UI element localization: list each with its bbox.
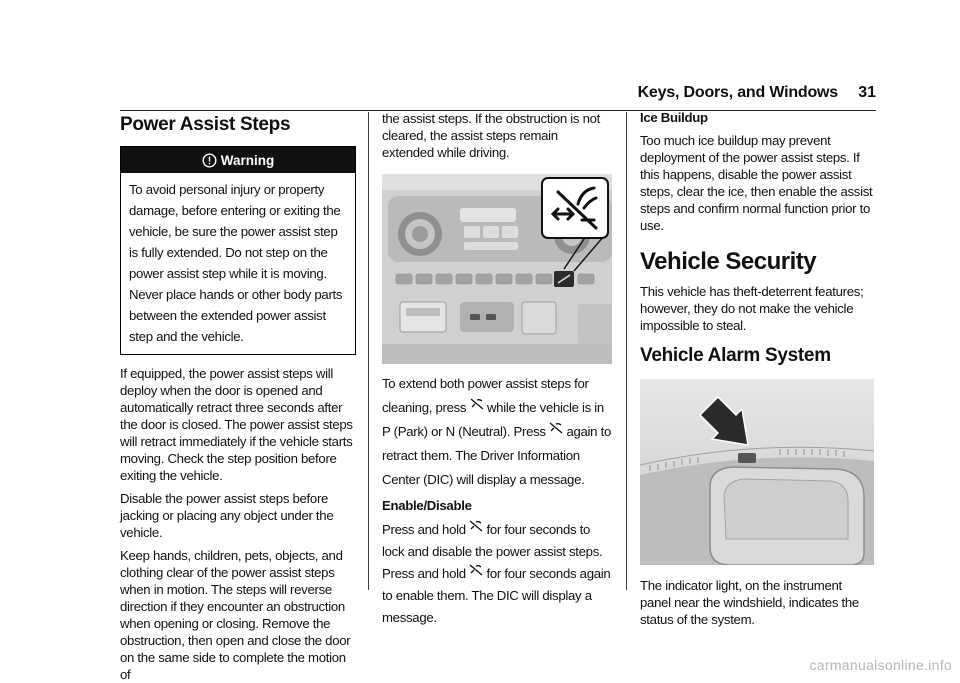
power-assist-steps-heading: Power Assist Steps [120, 114, 291, 135]
vehicle-alarm-heading: Vehicle Alarm System [640, 345, 831, 366]
ice-buildup-heading: Ice Buildup [640, 110, 708, 125]
column-divider-2 [626, 112, 627, 590]
page-header [0, 84, 960, 106]
deploy-paragraph: If equipped, the power assist steps will deploy when the door is opened and automatically retract three seconds after the door is closed. The power assist steps will retract immediately if the vehicle starts moving. Check the step position before exiting the vehicle. [120, 366, 353, 483]
enable-paragraph [382, 519, 612, 629]
alarm-indicator-illustration [640, 379, 874, 565]
alarm-indicator-image [640, 379, 874, 565]
column-divider-1 [368, 112, 369, 590]
section-title: Keys, Doors, and Windows [637, 84, 838, 101]
column-1 [120, 112, 356, 683]
extend-paragraph [382, 372, 612, 492]
column-3 [640, 112, 876, 628]
warning-label: Warning [220, 152, 275, 168]
indicator-light-paragraph: The indicator light, on the instrument panel near the windshield, indicates the status of the system. [640, 578, 859, 627]
watermark: carmanualsonline.info [809, 657, 952, 673]
enable-text-a: Press and hold [382, 522, 466, 537]
page-number: 31 [858, 84, 876, 101]
keep-clear-paragraph: Keep hands, children, pets, objects, and clothing clear of the power assist steps when in motion. The steps will reverse direction if they encounter an obstruction when opening or closing. Remove the obstruction, then open and close the door on the same side to complete the motion of [120, 548, 351, 682]
warning-box [120, 146, 356, 355]
column-2 [382, 112, 612, 629]
dashboard-switch-illustration [382, 174, 612, 364]
warning-triangle-icon [202, 153, 217, 168]
dashboard-switch-image [382, 174, 612, 364]
extend-text-c: again to retract them. The Driver Information Center (DIC) will display a message. [382, 424, 611, 487]
vehicle-security-paragraph: This vehicle has theft-deterrent features; however, they do not make the vehicle impossible to steal. [640, 284, 864, 333]
disable-jacking-paragraph: Disable the power assist steps before jacking or placing any object under the vehicle. [120, 491, 334, 540]
power-assist-step-icon [549, 422, 563, 434]
power-assist-step-icon [470, 398, 484, 410]
warning-text: To avoid personal injury or property damage, before entering or exiting the vehicle, be sure the power assist step is fully extended. Do not step on the power assist step while it is moving. Never place hands or other body parts between the extended power assist step and the vehicle. [129, 182, 343, 344]
vehicle-security-heading: Vehicle Security [640, 248, 817, 275]
warning-header [121, 147, 355, 173]
ice-buildup-paragraph: Too much ice buildup may prevent deployment of the power assist steps. If this happens, disable the power assist steps, clear the ice, then enable the assist steps and confirm normal function prior to use. [640, 133, 873, 233]
power-assist-step-icon [469, 564, 483, 576]
enable-text-b: for four seconds to lock and disable the power assist steps. Press and hold [382, 522, 603, 581]
warning-body [121, 173, 355, 354]
extend-text-a: To extend both power assist steps for cleaning, press [382, 376, 589, 415]
extend-text-b: while the vehicle is in P (Park) or N (Neutral). Press [382, 400, 604, 439]
power-assist-step-icon [469, 520, 483, 532]
enable-disable-heading: Enable/Disable [382, 498, 472, 513]
obstruction-paragraph: the assist steps. If the obstruction is not cleared, the assist steps remain extended while driving. [382, 111, 600, 160]
enable-text-c: for four seconds again to enable them. The DIC will display a message. [382, 566, 611, 625]
